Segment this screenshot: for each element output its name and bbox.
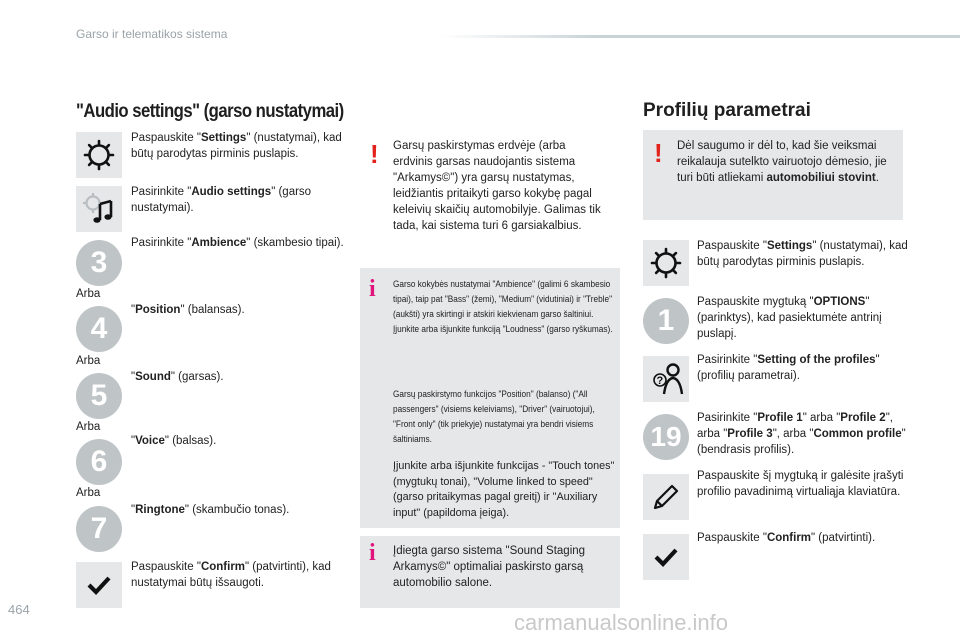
step-number-3: 3 [76,240,122,286]
step-setting-profiles: Pasirinkite "Setting of the profiles" (profilių parametrai). [697,354,880,382]
step-confirm: Paspauskite "Confirm" (patvirtinti), kad nustatymai būtų išsaugoti. [131,561,331,589]
step-options: Paspauskite mygtuką "OPTIONS" (parinktys), kad pasiektumėte antrinį puslapį. [697,296,882,340]
settings-gear-icon [643,240,689,286]
arba-label: Arba [76,355,101,367]
profile-user-icon [643,356,689,402]
safety-warning: Dėl saugumo ir dėl to, kad šie veiksmai reikalauja sutelkto vairuotojo dėmesio, jie turi būti atliekami automobiliui stovint. [677,140,887,184]
step-rename-profile: Paspauskite šį mygtuką ir galėsite įrašyti profilio pavadinimą virtualiąja klaviatūra. [697,470,904,498]
info-icon: i [369,276,376,302]
step-settings: Paspauskite "Settings" (nustatymai), kad būtų parodytas pirminis puslapis. [131,132,342,160]
step-number-7: 7 [76,506,122,552]
section-header: Garso ir telematikos sistema [76,27,228,41]
step-audio-settings: Pasirinkite "Audio settings" (garso nustatymai). [131,186,312,214]
audio-settings-icon [76,186,122,232]
confirm-check-icon [76,562,122,608]
step-position: "Position" (balansas). [131,304,245,316]
step-ambience: Pasirinkite "Ambience" (skambesio tipai). [131,237,344,249]
warning-exclamation-icon: ! [370,139,379,169]
arba-label: Arba [76,487,101,499]
audio-settings-title: "Audio settings" (garso nustatymai) [76,101,344,122]
svg-text:?: ? [656,375,664,387]
profiles-title: Profilių parametrai [643,100,811,121]
step-profiles-settings: Paspauskite "Settings" (nustatymai), kad būtų parodytas pirminis puslapis. [697,240,908,268]
page-number: 464 [8,602,30,617]
watermark: carmanualsonline.info [514,610,729,635]
step-number-5: 5 [76,373,122,419]
step-select-profile: Pasirinkite "Profile 1" arba "Profile 2", arba "Profile 3", arba "Common profile" (bendrasis profilis). [697,412,906,456]
ambience-note: Garso kokybės nustatymai "Ambience" (galimi 6 skambesio tipai), taip pat "Bass" (žemi), "Medium" (vidutiniai) ir "Treble" (aukšti) yra skirtingi ir atskiri kiekvienam garso šaltiniui. Įjunkite arba išjunkite funkciją "Loudness" (garso ryškumas). [393,279,613,335]
step-ringtone: "Ringtone" (skambučio tonas). [131,504,290,516]
step-number-19: 19 [643,414,689,460]
info-icon: i [369,540,376,566]
touch-tones-note: Įjunkite arba išjunkite funkcijas - "Touch tones" (mygtukų tonai), "Volume linked to speed" (garso pritaikymas pagal greitį) ir "Auxiliary input" (papildoma įeiga). [393,460,615,519]
arkamys-note: Įdiegta garso sistema "Sound Staging Arkamys©" optimaliai paskirsto garsą automobilio salone. [393,545,586,589]
warning-exclamation-icon: ! [654,138,663,168]
settings-gear-icon [76,132,122,178]
step-number-1: 1 [643,298,689,344]
arba-label: Arba [76,421,101,433]
step-sound: "Sound" (garsas). [131,371,224,383]
step-number-6: 6 [76,439,122,485]
step-profiles-confirm: Paspauskite "Confirm" (patvirtinti). [697,532,876,544]
step-number-4: 4 [76,306,122,352]
position-note: Garsų paskirstymo funkcijos "Position" (balanso) ("All passengers" (visiems keleiviams), "Driver" (vairuotojui), "Front only" (tik priekyje) nustatymai yra bendri visiems šaltiniams. [393,389,595,445]
spatial-sound-note: Garsų paskirstymas erdvėje (arba erdvinis garsas naudojantis sistema "Arkamys©") yra garsų nustatymas, leidžiantis pritaikyti garso kokybę pagal keleivių skaičių automobilyje. Galimas tik tada, kai sistema turi 6 garsiakalbius. [393,140,601,232]
arba-label: Arba [76,288,101,300]
confirm-check-icon [643,534,689,580]
pencil-edit-icon [643,474,689,520]
header-divider [440,35,960,38]
step-voice: "Voice" (balsas). [131,435,217,447]
